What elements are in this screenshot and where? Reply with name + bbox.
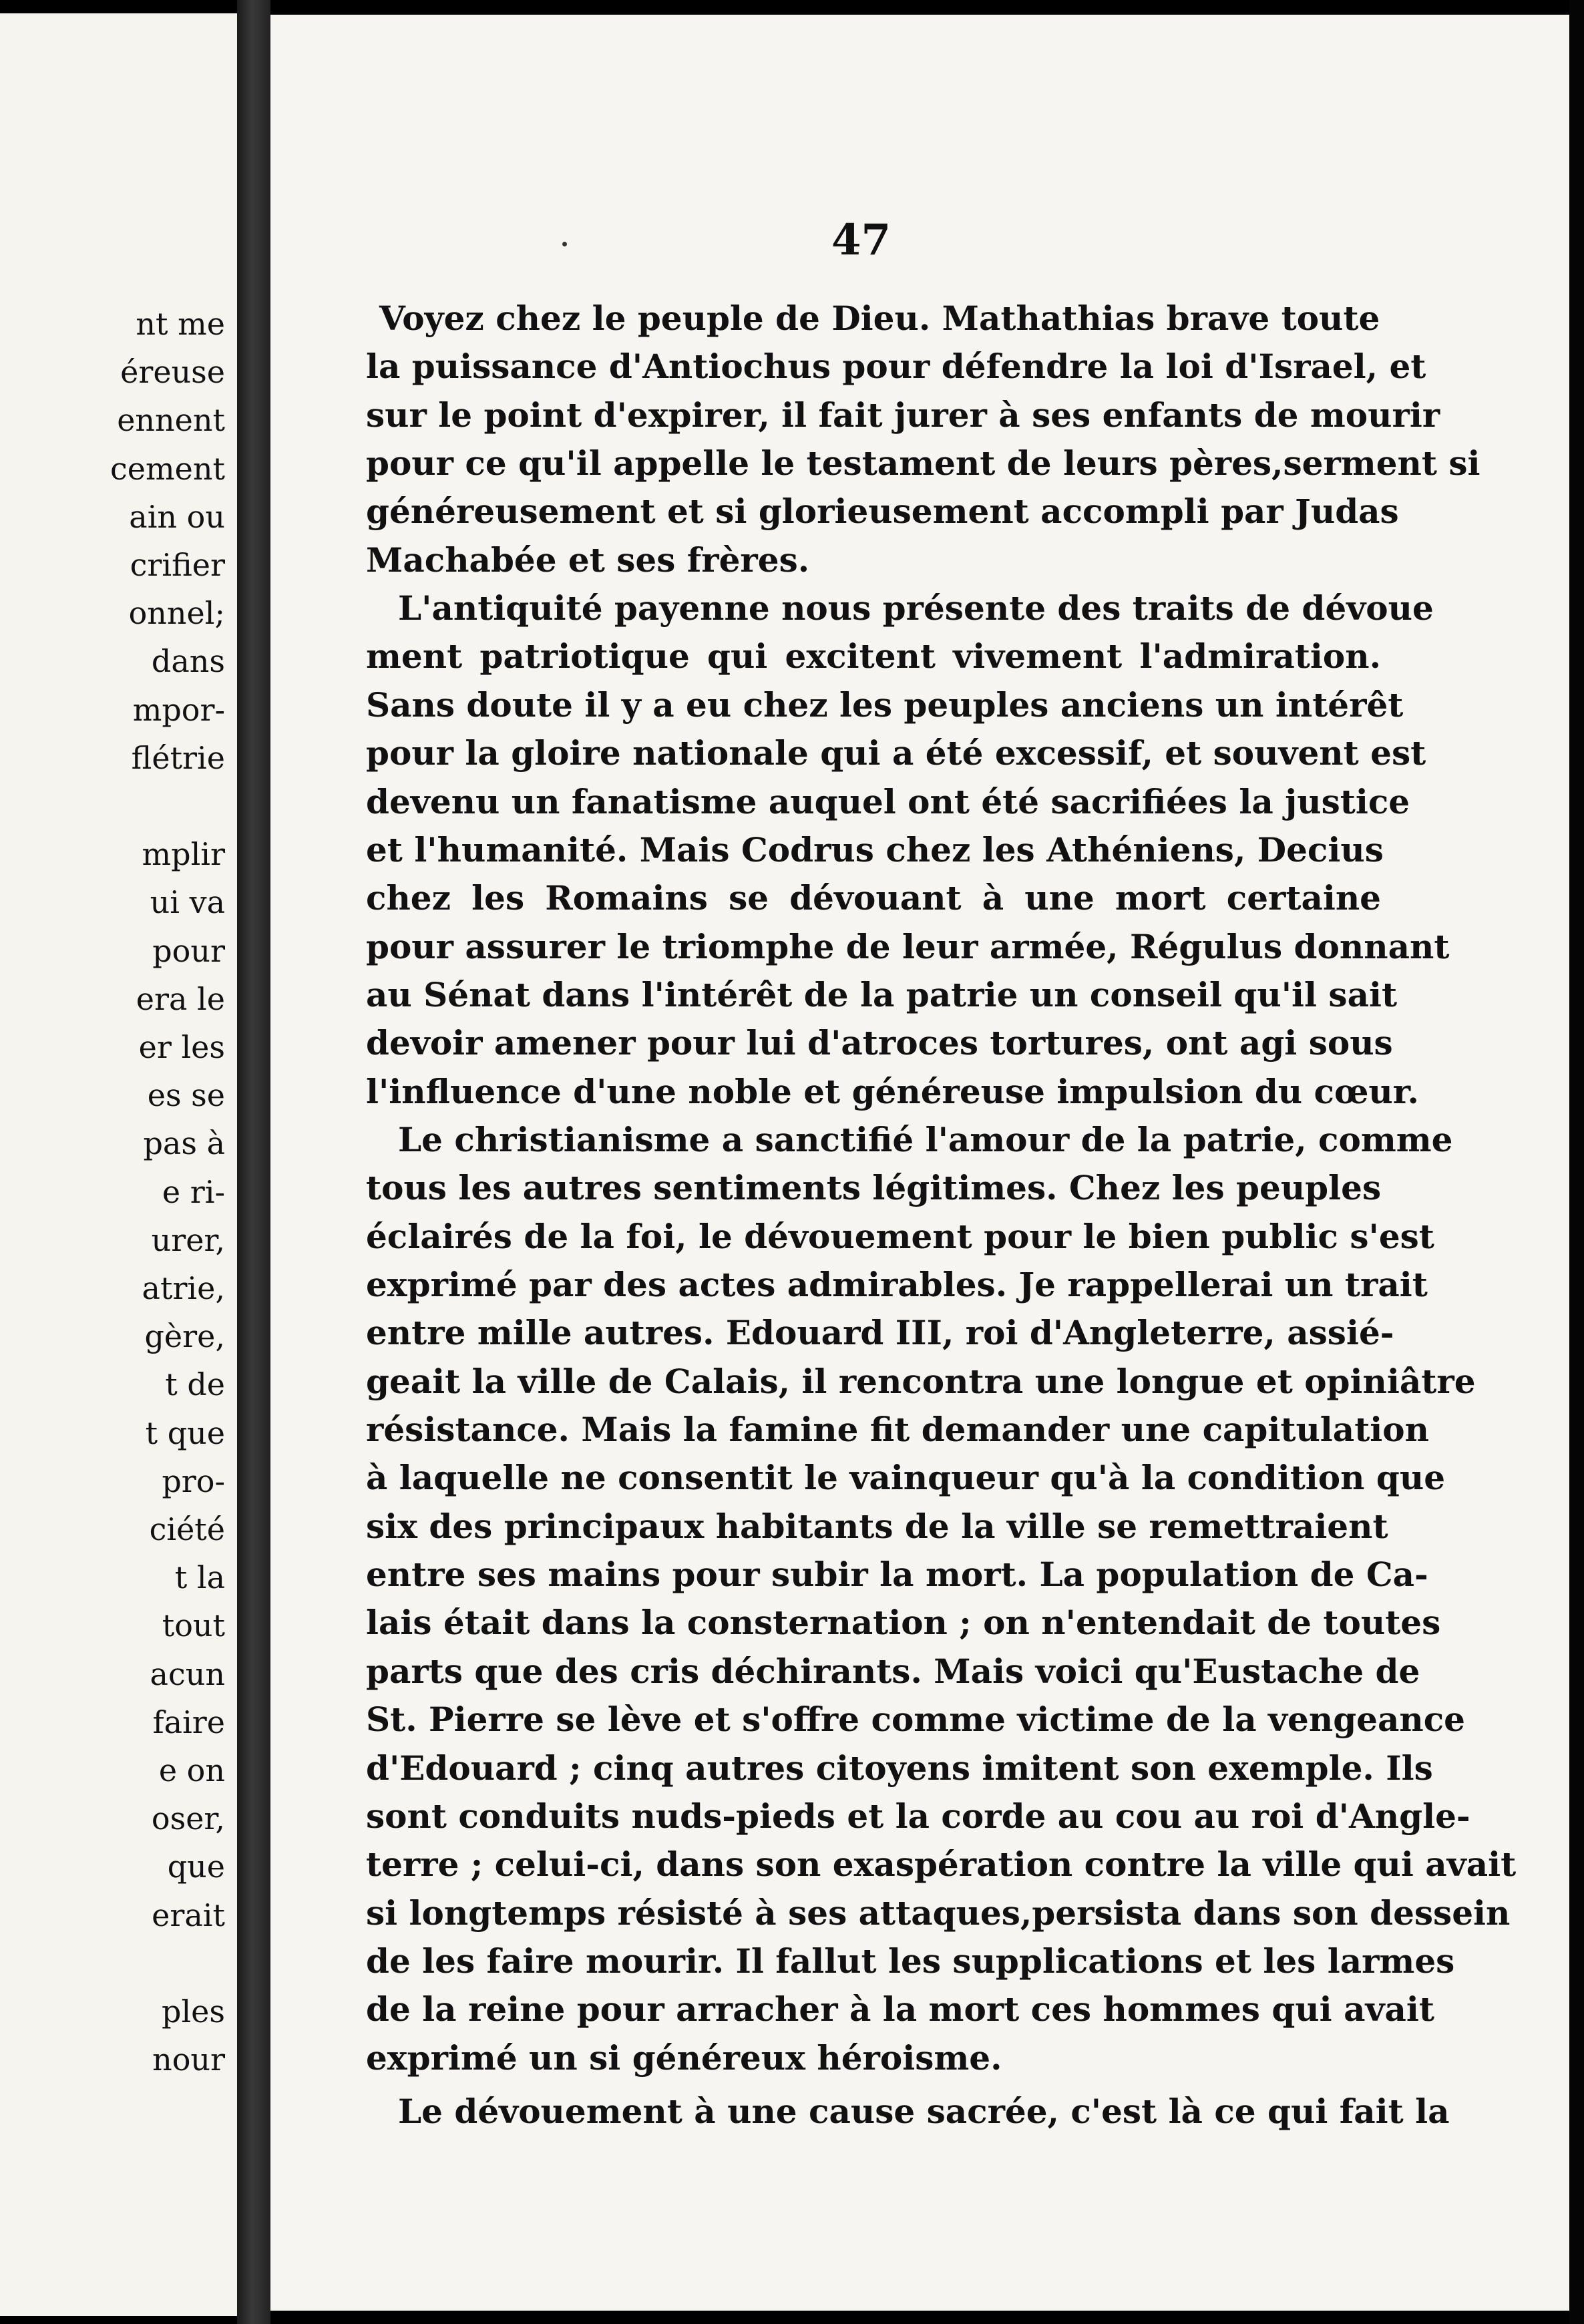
left-page-fragment: t de xyxy=(165,1366,225,1403)
left-page-fragment: ain ou xyxy=(129,498,225,535)
left-page-fragment: flétrie xyxy=(131,739,225,776)
left-page-fragment: ennent xyxy=(117,402,225,439)
text-line: et l'humanité. Mais Codrus chez les Athéniens, Decius xyxy=(366,829,1384,869)
left-page-fragment: ples xyxy=(162,1993,225,2029)
left-page-fragment: mplir xyxy=(142,836,225,873)
text-line: chez les Romains se dévouant à une mort certaine xyxy=(366,878,1381,918)
left-page-fragment: crifier xyxy=(130,547,225,583)
left-page-fragment: oser, xyxy=(151,1800,225,1837)
text-line: Le christianisme a sanctifié l'amour de la patrie, comme xyxy=(398,1119,1453,1159)
text-line: pour ce qu'il appelle le testament de leurs pères,serment si xyxy=(366,443,1480,483)
left-page-fragment: dans xyxy=(151,643,225,680)
left-page-fragment: e ri- xyxy=(162,1173,225,1210)
text-line: sur le point d'expirer, il fait jurer à ses enfants de mourir xyxy=(366,395,1440,435)
left-page-fragment: onnel; xyxy=(128,595,225,632)
text-line: Machabée et ses frères. xyxy=(366,540,810,580)
text-line: entre mille autres. Edouard III, roi d'Angleterre, assié- xyxy=(366,1313,1394,1353)
text-line: l'influence d'une noble et généreuse impulsion du cœur. xyxy=(366,1071,1419,1111)
text-line: au Sénat dans l'intérêt de la patrie un conseil qu'il sait xyxy=(366,974,1398,1014)
left-page-fragment: nour xyxy=(152,2042,225,2078)
left-page xyxy=(0,13,237,2316)
text-line: terre ; celui-ci, dans son exaspération contre la ville qui avait xyxy=(366,1845,1517,1885)
text-line: pour assurer le triomphe de leur armée, Régulus donnant xyxy=(366,926,1450,966)
text-line: résistance. Mais la famine fit demander une capitulation xyxy=(366,1410,1429,1450)
left-page-fragment: mpor- xyxy=(132,691,225,728)
left-page-fragment: gère, xyxy=(144,1318,225,1355)
left-page-fragment: pas à xyxy=(143,1125,225,1162)
left-page-fragment: er les xyxy=(138,1029,225,1065)
text-line: six des principaux habitants de la ville se remettraient xyxy=(366,1506,1388,1546)
text-line: devoir amener pour lui d'atroces tortures, ont agi sous xyxy=(366,1023,1393,1063)
left-page-fragment: atrie, xyxy=(142,1270,225,1306)
text-line: exprimé un si généreux héroisme. xyxy=(366,2038,1002,2078)
left-page-fragment: nt me xyxy=(136,306,225,342)
left-page-fragment: acun xyxy=(150,1656,225,1692)
text-line: Le dévouement à une cause sacrée, c'est là ce qui fait la xyxy=(398,2091,1450,2131)
text-line: éclairés de la foi, le dévouement pour le bien public s'est xyxy=(366,1216,1434,1256)
text-line: lais était dans la consternation ; on n'entendait de toutes xyxy=(366,1603,1441,1643)
ink-speck xyxy=(562,242,567,246)
text-line: devenu un fanatisme auquel ont été sacrifiées la justice xyxy=(366,781,1410,821)
text-line: entre ses mains pour subir la mort. La population de Ca- xyxy=(366,1555,1428,1595)
left-page-fragment: urer, xyxy=(151,1221,225,1258)
text-line: de les faire mourir. Il fallut les supplications et les larmes xyxy=(366,1941,1455,1981)
left-page-fragment: faire xyxy=(152,1704,225,1740)
left-page-fragment: pour xyxy=(152,932,225,969)
text-line: d'Edouard ; cinq autres citoyens imitent son exemple. Ils xyxy=(366,1748,1433,1788)
text-line: St. Pierre se lève et s'offre comme victime de la vengeance xyxy=(366,1700,1465,1740)
text-line: ment patriotique qui excitent vivement l'admiration. xyxy=(366,636,1381,676)
text-line: pour la gloire nationale qui a été excessif, et souvent est xyxy=(366,733,1426,773)
text-line: Voyez chez le peuple de Dieu. Mathathias brave toute xyxy=(379,299,1380,338)
text-line: sont conduits nuds-pieds et la corde au cou au roi d'Angle- xyxy=(366,1796,1470,1836)
text-line: généreusement et si glorieusement accompli par Judas xyxy=(366,492,1399,532)
left-page-fragment: éreuse xyxy=(120,354,225,391)
text-line: de la reine pour arracher à la mort ces hommes qui avait xyxy=(366,1989,1434,2029)
text-line: Sans doute il y a eu chez les peuples anciens un intérêt xyxy=(366,685,1404,725)
book-gutter xyxy=(237,0,270,2324)
left-page-fragment: que xyxy=(167,1849,225,1885)
text-line: tous les autres sentiments légitimes. Chez les peuples xyxy=(366,1168,1382,1208)
left-page-fragment: erait xyxy=(152,1897,225,1933)
left-page-fragment: era le xyxy=(136,980,225,1017)
left-page-fragment: pro- xyxy=(162,1463,225,1499)
text-line: parts que des cris déchirants. Mais voici qu'Eustache de xyxy=(366,1651,1420,1691)
text-line: L'antiquité payenne nous présente des traits de dévoue xyxy=(398,588,1434,628)
text-line: à laquelle ne consentit le vainqueur qu'à la condition que xyxy=(366,1458,1446,1498)
text-line: exprimé par des actes admirables. Je rappellerai un trait xyxy=(366,1265,1428,1304)
left-page-fragment: t que xyxy=(145,1414,225,1451)
left-page-fragment: cement xyxy=(110,450,225,487)
left-page-fragment: ui va xyxy=(150,884,225,921)
left-page-fragment: e on xyxy=(158,1752,225,1788)
left-page-fragment: es se xyxy=(147,1077,225,1114)
left-page-fragment: tout xyxy=(162,1607,225,1644)
page-edge xyxy=(1569,0,1584,2324)
left-page-fragment: ciété xyxy=(149,1511,225,1547)
text-line: si longtemps résisté à ses attaques,persista dans son dessein xyxy=(366,1893,1511,1933)
text-line: la puissance d'Antiochus pour défendre la loi d'Israel, et xyxy=(366,347,1426,387)
text-line: geait la ville de Calais, il rencontra une longue et opiniâtre xyxy=(366,1361,1476,1401)
page-number: 47 xyxy=(831,215,892,265)
left-page-fragment: t la xyxy=(174,1559,225,1596)
